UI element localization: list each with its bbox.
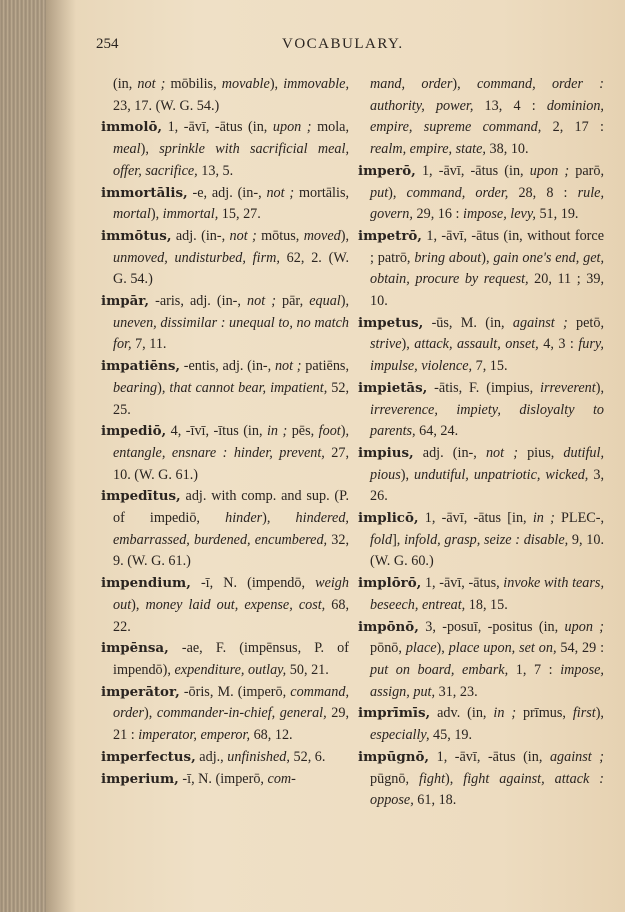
dictionary-entry: [358, 747, 604, 812]
entry-gloss: in ;: [266, 423, 288, 440]
entry-text: 1, -āvī, -ātus (in,: [429, 748, 550, 765]
entry-text: 7, 15.: [472, 358, 508, 375]
dictionary-entry: [358, 508, 604, 573]
entry-headword: imperfectus,: [101, 748, 196, 765]
dictionary-entry: [101, 74, 349, 117]
entry-gloss: against ;: [549, 748, 604, 765]
entry-text: pius,: [517, 444, 564, 461]
entry-text: 1, -āvī, -ātus (in, without force ; patrō,: [370, 227, 604, 266]
entry-gloss: not ;: [266, 184, 295, 201]
dictionary-entry: [101, 291, 349, 356]
dictionary-entry: [101, 573, 349, 638]
entry-headword: impetus,: [358, 314, 424, 331]
dictionary-entry: [101, 183, 349, 226]
entry-gloss: meal: [113, 141, 141, 158]
entry-gloss: bring about: [414, 249, 482, 266]
entry-text: ),: [340, 227, 349, 244]
entry-text: patiēns,: [301, 358, 349, 375]
entry-text: ),: [445, 770, 464, 787]
entry-text: ),: [401, 336, 415, 353]
entry-text: parō,: [569, 162, 604, 179]
entry-gloss: fold: [370, 531, 393, 548]
entry-text: (in,: [113, 76, 138, 92]
entry-gloss: especially,: [370, 727, 430, 744]
entry-text: ),: [436, 640, 449, 657]
entry-headword: implōrō,: [358, 575, 422, 592]
entry-text: ),: [400, 466, 415, 483]
entry-gloss: undutiful, unpatriotic, wicked,: [414, 466, 589, 483]
entry-gloss: invoke with tears, beseech, entreat,: [370, 575, 604, 613]
entry-text: ),: [144, 705, 157, 722]
entry-text: -ātis, F. (impius,: [427, 379, 541, 396]
entry-text: ),: [481, 249, 494, 266]
entry-text: ),: [595, 705, 604, 722]
entry-gloss: not ;: [229, 227, 257, 244]
entry-gloss: moved: [303, 227, 341, 244]
entry-gloss: realm, empire, state,: [370, 141, 486, 158]
dictionary-entry: [101, 769, 349, 791]
entry-text: adv. (in,: [430, 705, 494, 722]
entry-gloss: rule, govern,: [370, 184, 604, 223]
entry-text: ),: [340, 293, 350, 310]
entry-text: adj. with comp. and sup. (P. of impediō,: [113, 488, 349, 527]
entry-gloss: that cannot bear, impatient,: [169, 379, 328, 396]
entry-gloss: place: [405, 640, 437, 657]
dictionary-entry: [101, 226, 349, 291]
entry-text: 9, 10. (W. G. 60.): [370, 531, 605, 570]
entry-text: PLEC-,: [554, 510, 604, 527]
entry-gloss: bearing: [113, 379, 158, 396]
entry-text: ),: [388, 184, 407, 201]
page-stack-edge: [0, 0, 46, 912]
dictionary-entry: [101, 682, 349, 747]
page-number: 254: [96, 36, 119, 52]
entry-headword: immortālis,: [101, 184, 188, 201]
entry-text: 7, 11.: [131, 336, 167, 353]
dictionary-entry: [358, 74, 604, 161]
entry-text: ],: [392, 531, 405, 548]
left-column: [101, 74, 349, 790]
entry-text: 64, 24.: [415, 423, 459, 440]
entry-gloss: command, order : authority, power,: [370, 76, 604, 114]
entry-gloss: attack, assault, onset,: [414, 336, 539, 353]
entry-gloss: upon ;: [272, 119, 312, 136]
entry-text: adj. (in-,: [413, 444, 486, 461]
entry-gloss: immovable,: [283, 76, 350, 92]
entry-headword: impius,: [358, 444, 414, 461]
dictionary-entry: [358, 313, 604, 378]
entry-text: ),: [131, 596, 146, 613]
entry-gloss: money laid out, expense, cost,: [145, 596, 326, 613]
entry-text: 20, 11 ; 39, 10.: [370, 271, 604, 310]
entry-gloss: com-: [267, 770, 296, 787]
entry-gloss: hinder: [225, 510, 263, 527]
entry-headword: impietās,: [358, 379, 428, 396]
entry-text: mōtus,: [256, 227, 304, 244]
entry-headword: impetrō,: [358, 227, 422, 244]
entry-headword: immolō,: [101, 119, 163, 136]
entry-gloss: not ;: [247, 293, 276, 310]
entry-text: 29, 16 :: [412, 206, 464, 223]
entry-text: petō,: [567, 314, 604, 331]
dictionary-entry: [358, 226, 604, 313]
entry-gloss: expenditure, outlay,: [174, 661, 287, 678]
entry-text: pār,: [275, 293, 310, 310]
entry-gloss: infold, grasp, seize : disable,: [404, 531, 569, 548]
entry-text: adj. (in-,: [171, 227, 230, 244]
entry-text: 68, 22.: [113, 596, 349, 635]
entry-text: 1, -āvī, -ātus (in,: [415, 162, 530, 179]
entry-text: 51, 19.: [535, 206, 579, 223]
dictionary-entry: [358, 617, 604, 704]
dictionary-entry: [101, 486, 349, 573]
entry-headword: imperātor,: [101, 683, 180, 700]
right-column: [358, 74, 604, 812]
entry-gloss: gain one's end, get, obtain, procure by request,: [370, 249, 604, 288]
entry-text: ),: [157, 379, 170, 396]
entry-headword: impār,: [101, 293, 150, 310]
entry-text: -e, adj. (in-,: [187, 184, 267, 201]
entry-text: 27, 10. (W. G. 61.): [113, 444, 350, 483]
entry-gloss: strive: [370, 336, 402, 353]
gutter-shadow: [46, 0, 76, 912]
entry-text: ),: [269, 76, 284, 92]
entry-headword: impūgnō,: [358, 748, 430, 765]
entry-text: pūgnō,: [370, 770, 420, 787]
entry-gloss: upon ;: [564, 618, 604, 635]
entry-gloss: dominion, empire, supreme command,: [370, 97, 604, 136]
entry-gloss: mand, order: [370, 76, 453, 92]
dictionary-entry: [101, 421, 349, 486]
entry-gloss: upon ;: [529, 162, 570, 179]
entry-text: ),: [150, 206, 163, 223]
entry-gloss: fight: [419, 770, 446, 787]
entry-gloss: commander-in-chief, general,: [156, 705, 327, 722]
entry-text: mortālis,: [294, 184, 350, 201]
entry-headword: impōnō,: [358, 618, 419, 635]
entry-text: 32, 9. (W. G. 61.): [113, 531, 349, 570]
entry-text: 1, -āvī, -ātus [in,: [418, 510, 533, 527]
dictionary-entry: [101, 747, 349, 769]
entry-gloss: in ;: [532, 510, 555, 527]
entry-text: -ī, N. (impendō,: [190, 575, 316, 592]
entry-gloss: not ;: [137, 76, 166, 92]
entry-text: 1, 7 :: [508, 661, 561, 678]
entry-text: 1, -āvī, -ātus (in,: [162, 119, 273, 136]
entry-gloss: mortal: [113, 206, 151, 223]
entry-headword: impēnsa,: [101, 640, 169, 657]
entry-gloss: uneven, dissimilar : unequal to, no match for,: [113, 314, 349, 353]
entry-text: pōnō,: [370, 640, 406, 657]
entry-text: 13, 5.: [197, 162, 234, 179]
entry-gloss: command, order,: [406, 184, 509, 201]
entry-gloss: impose, assign, put,: [370, 661, 604, 700]
entry-gloss: unfinished,: [227, 748, 290, 765]
entry-gloss: irreverence, impiety, disloyalty to parents,: [370, 401, 604, 440]
entry-gloss: imperator, emperor,: [138, 727, 251, 744]
entry-text: -ōris, M. (imperō,: [179, 683, 291, 700]
entry-headword: impedītus,: [101, 488, 181, 505]
entry-gloss: weigh out: [113, 575, 349, 613]
entry-text: ),: [340, 423, 350, 440]
entry-gloss: fight against, attack : oppose,: [370, 770, 604, 809]
entry-headword: imprīmīs,: [358, 705, 431, 722]
entry-headword: implicō,: [358, 510, 419, 527]
entry-gloss: first: [572, 705, 596, 722]
entry-gloss: dutiful, pious: [370, 444, 604, 483]
entry-gloss: in ;: [493, 705, 517, 722]
page-header: [96, 36, 596, 58]
entry-text: -aris, adj. (in-,: [149, 293, 248, 310]
entry-text: 4, 3 :: [538, 336, 579, 353]
entry-headword: impatiēns,: [101, 358, 181, 375]
entry-text: 1, -āvī, -ātus,: [421, 575, 504, 592]
entry-gloss: put on board, embark,: [370, 661, 509, 678]
entry-gloss: impose, levy,: [463, 206, 536, 223]
entry-text: prīmus,: [516, 705, 573, 722]
running-head: VOCABULARY.: [282, 36, 404, 52]
entry-text: 2, 17 :: [541, 119, 604, 136]
entry-text: mōbilis,: [165, 76, 222, 92]
entry-gloss: fury, impulse, violence,: [370, 336, 604, 375]
entry-text: 45, 19.: [429, 727, 473, 744]
dictionary-entry: [358, 378, 604, 443]
entry-text: 18, 15.: [465, 596, 508, 613]
entry-text: mola,: [311, 119, 349, 136]
entry-gloss: put: [370, 184, 389, 201]
entry-gloss: not ;: [485, 444, 518, 461]
entry-text: ),: [262, 510, 296, 527]
entry-text: adj.,: [195, 748, 228, 765]
entry-text: 52, 6.: [289, 748, 326, 765]
dictionary-entry: [101, 638, 349, 681]
entry-text: 62, 2. (W. G. 54.): [113, 249, 350, 288]
dictionary-entry: [358, 443, 604, 508]
entry-gloss: hindered, embarrassed, burdened, encumbered,: [113, 510, 349, 548]
entry-gloss: place upon, set on,: [448, 640, 557, 657]
dictionary-entry: [358, 573, 604, 616]
entry-gloss: not ;: [274, 358, 302, 375]
entry-gloss: against ;: [512, 314, 568, 331]
entry-gloss: equal: [309, 293, 341, 310]
entry-text: 38, 10.: [485, 141, 529, 158]
entry-text: 31, 23.: [435, 683, 478, 700]
entry-text: 15, 27.: [218, 206, 261, 223]
entry-text: 50, 21.: [286, 661, 329, 678]
entry-text: ),: [452, 76, 477, 92]
entry-gloss: unmoved, undisturbed, firm,: [113, 249, 280, 266]
entry-gloss: movable: [221, 76, 270, 92]
dictionary-entry: [358, 161, 604, 226]
entry-text: -ūs, M. (in,: [423, 314, 513, 331]
entry-text: 3, -posuī, -positus (in,: [418, 618, 565, 635]
entry-text: -ī, N. (imperō,: [178, 770, 268, 787]
dictionary-entry: [358, 703, 604, 746]
entry-headword: impendium,: [101, 575, 191, 592]
entry-text: 28, 8 :: [508, 184, 578, 201]
entry-text: 4, -īvī, -ītus (in,: [166, 423, 267, 440]
entry-gloss: foot: [318, 423, 341, 440]
entry-text: -ae, F. (impēnsus, P. of impendō),: [113, 640, 349, 678]
entry-headword: immōtus,: [101, 227, 172, 244]
entry-gloss: entangle, ensnare : hinder, prevent,: [113, 444, 325, 461]
entry-headword: impediō,: [101, 423, 167, 440]
entry-text: ),: [140, 141, 160, 158]
entry-text: 68, 12.: [250, 727, 293, 744]
entry-text: 54, 29 :: [556, 640, 605, 657]
entry-text: pēs,: [287, 423, 319, 440]
entry-text: 61, 18.: [413, 792, 457, 809]
entry-text: 52, 25.: [113, 379, 349, 418]
entry-gloss: immortal,: [162, 206, 219, 223]
entry-text: 3, 26.: [370, 466, 604, 505]
entry-gloss: command, order: [113, 683, 349, 722]
entry-gloss: irreverent: [540, 379, 596, 396]
entry-text: -entis, adj. (in-,: [180, 358, 275, 375]
entry-text: 29, 21 :: [113, 705, 349, 744]
entry-gloss: sprinkle with sacrificial meal, offer, sacrifice,: [113, 141, 349, 179]
entry-text: 23, 17. (W. G. 54.): [113, 97, 220, 114]
dictionary-entry: [101, 356, 349, 421]
entry-headword: imperō,: [358, 162, 416, 179]
entry-text: 13, 4 :: [473, 97, 547, 114]
dictionary-entry: [101, 117, 349, 182]
entry-headword: imperium,: [101, 770, 179, 787]
entry-text: ),: [595, 379, 604, 396]
